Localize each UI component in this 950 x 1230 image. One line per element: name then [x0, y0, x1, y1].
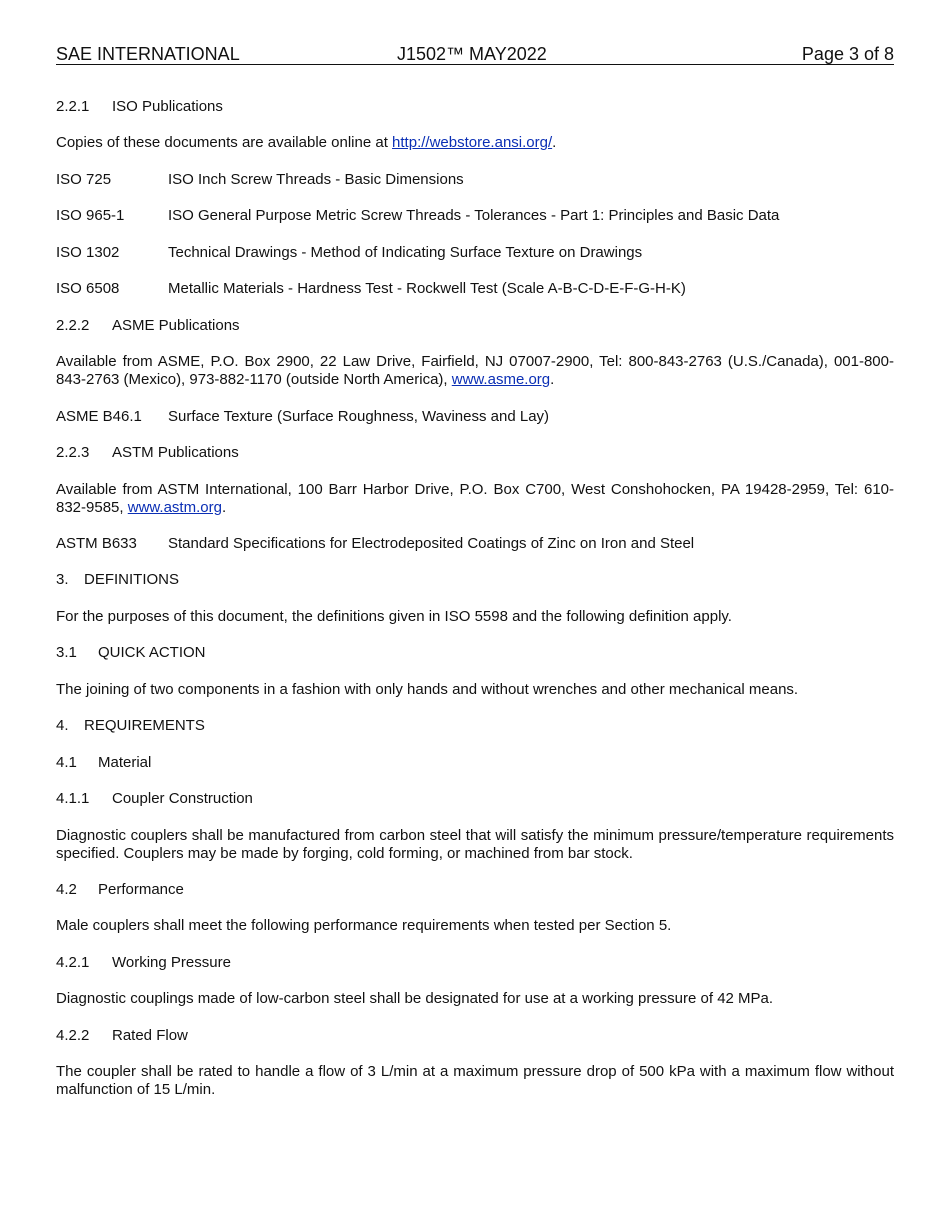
reference-title: ISO General Purpose Metric Screw Threads - Tolerances - Part 1: Principles and Basic Data [168, 207, 780, 224]
section-number: 2.2.1 [56, 98, 90, 115]
section-heading-4-1-1 [56, 790, 894, 808]
reference-code: ASTM B633 [56, 535, 137, 552]
reference-title: Metallic Materials - Hardness Test - Rockwell Test (Scale A-B-C-D-E-F-G-H-K) [168, 280, 686, 297]
ansi-webstore-link[interactable]: http://webstore.ansi.org/ [392, 134, 553, 151]
section-heading-3-1 [56, 644, 894, 662]
paragraph-text: Available from ASTM International, 100 Barr Harbor Drive, P.O. Box C700, West Conshohocken, PA 19428-2959, Tel: 610-832-9585, [56, 481, 894, 516]
reference-code: ISO 725 [56, 171, 112, 188]
reference-code: ISO 6508 [56, 280, 120, 297]
page-header [56, 44, 894, 65]
section-number: 4. [56, 717, 69, 734]
astm-link[interactable]: www.astm.org [127, 499, 222, 516]
section-heading-2-2-2 [56, 317, 894, 335]
section-title: Coupler Construction [112, 790, 253, 807]
header-page-number: Page 3 of 8 [801, 44, 894, 64]
section-number: 3.1 [56, 644, 77, 661]
paragraph-definitions: For the purposes of this document, the definitions given in ISO 5598 and the following definition apply. [56, 608, 732, 625]
section-number: 4.2.1 [56, 954, 90, 971]
section-title: Working Pressure [112, 954, 231, 971]
paragraph-quick-action: The joining of two components in a fashion with only hands and without wrenches and other mechanical means. [56, 681, 799, 698]
asme-link[interactable]: www.asme.org [451, 371, 551, 388]
header-org: SAE INTERNATIONAL [56, 44, 240, 64]
paragraph-text: Available from ASME, P.O. Box 2900, 22 Law Drive, Fairfield, NJ 07007-2900, Tel: 800-843-2763 (U.S./Canada), 001-800-843-2763 (Mexico), 973-882-1170 (outside North America), [56, 353, 894, 388]
section-heading-3 [56, 571, 894, 589]
paragraph-rated-flow: The coupler shall be rated to handle a flow of 3 L/min at a maximum pressure drop of 500 kPa with a maximum flow without malfunction of 15 L/min. [56, 1063, 894, 1098]
section-heading-4-2 [56, 881, 894, 899]
section-heading-2-2-1 [56, 98, 894, 116]
section-title: REQUIREMENTS [84, 717, 205, 734]
section-number: 4.2.2 [56, 1027, 90, 1044]
reference-title: ISO Inch Screw Threads - Basic Dimensions [168, 171, 464, 188]
reference-code: ASME B46.1 [56, 408, 142, 425]
reference-title: Technical Drawings - Method of Indicating Surface Texture on Drawings [168, 244, 643, 261]
reference-code: ISO 1302 [56, 244, 120, 261]
reference-code: ISO 965-1 [56, 207, 125, 224]
section-title: Performance [98, 881, 184, 898]
section-title: ASTM Publications [112, 444, 239, 461]
section-title: Rated Flow [112, 1027, 188, 1044]
section-number: 4.1 [56, 754, 77, 771]
section-title: Material [98, 754, 152, 771]
paragraph-text: Copies of these documents are available online at [56, 134, 393, 151]
header-doc-id: J1502™ MAY2022 [397, 44, 547, 64]
section-heading-4 [56, 717, 894, 735]
paragraph-working-pressure: Diagnostic couplings made of low-carbon steel shall be designated for use at a working pressure of 42 MPa. [56, 990, 774, 1007]
reference-title: Surface Texture (Surface Roughness, Waviness and Lay) [168, 408, 550, 425]
section-heading-4-2-1 [56, 954, 894, 972]
section-title: DEFINITIONS [84, 571, 180, 588]
section-number: 2.2.3 [56, 444, 90, 461]
section-heading-4-1 [56, 754, 894, 772]
paragraph-performance: Male couplers shall meet the following performance requirements when tested per Section 5. [56, 917, 672, 934]
paragraph-iso-availability [56, 134, 894, 152]
paragraph-end: . [221, 499, 227, 516]
section-title: ASME Publications [112, 317, 240, 334]
paragraph-astm-availability [56, 481, 894, 517]
section-number: 4.2 [56, 881, 77, 898]
paragraph-end: . [552, 134, 557, 151]
reference-title: Standard Specifications for Electrodeposited Coatings of Zinc on Iron and Steel [168, 535, 695, 552]
section-number: 3. [56, 571, 69, 588]
section-heading-4-2-2 [56, 1027, 894, 1045]
paragraph-asme-availability [56, 353, 894, 389]
section-number: 4.1.1 [56, 790, 90, 807]
paragraph-end: . [550, 371, 555, 388]
section-title: ISO Publications [112, 98, 223, 115]
paragraph-coupler-construction: Diagnostic couplers shall be manufactured from carbon steel that will satisfy the minimum pressure/temperature requirements specified. Couplers may be made by forging, cold forming, or machined from bar stock. [56, 827, 894, 862]
section-number: 2.2.2 [56, 317, 90, 334]
section-title: QUICK ACTION [98, 644, 206, 661]
section-heading-2-2-3 [56, 444, 894, 462]
